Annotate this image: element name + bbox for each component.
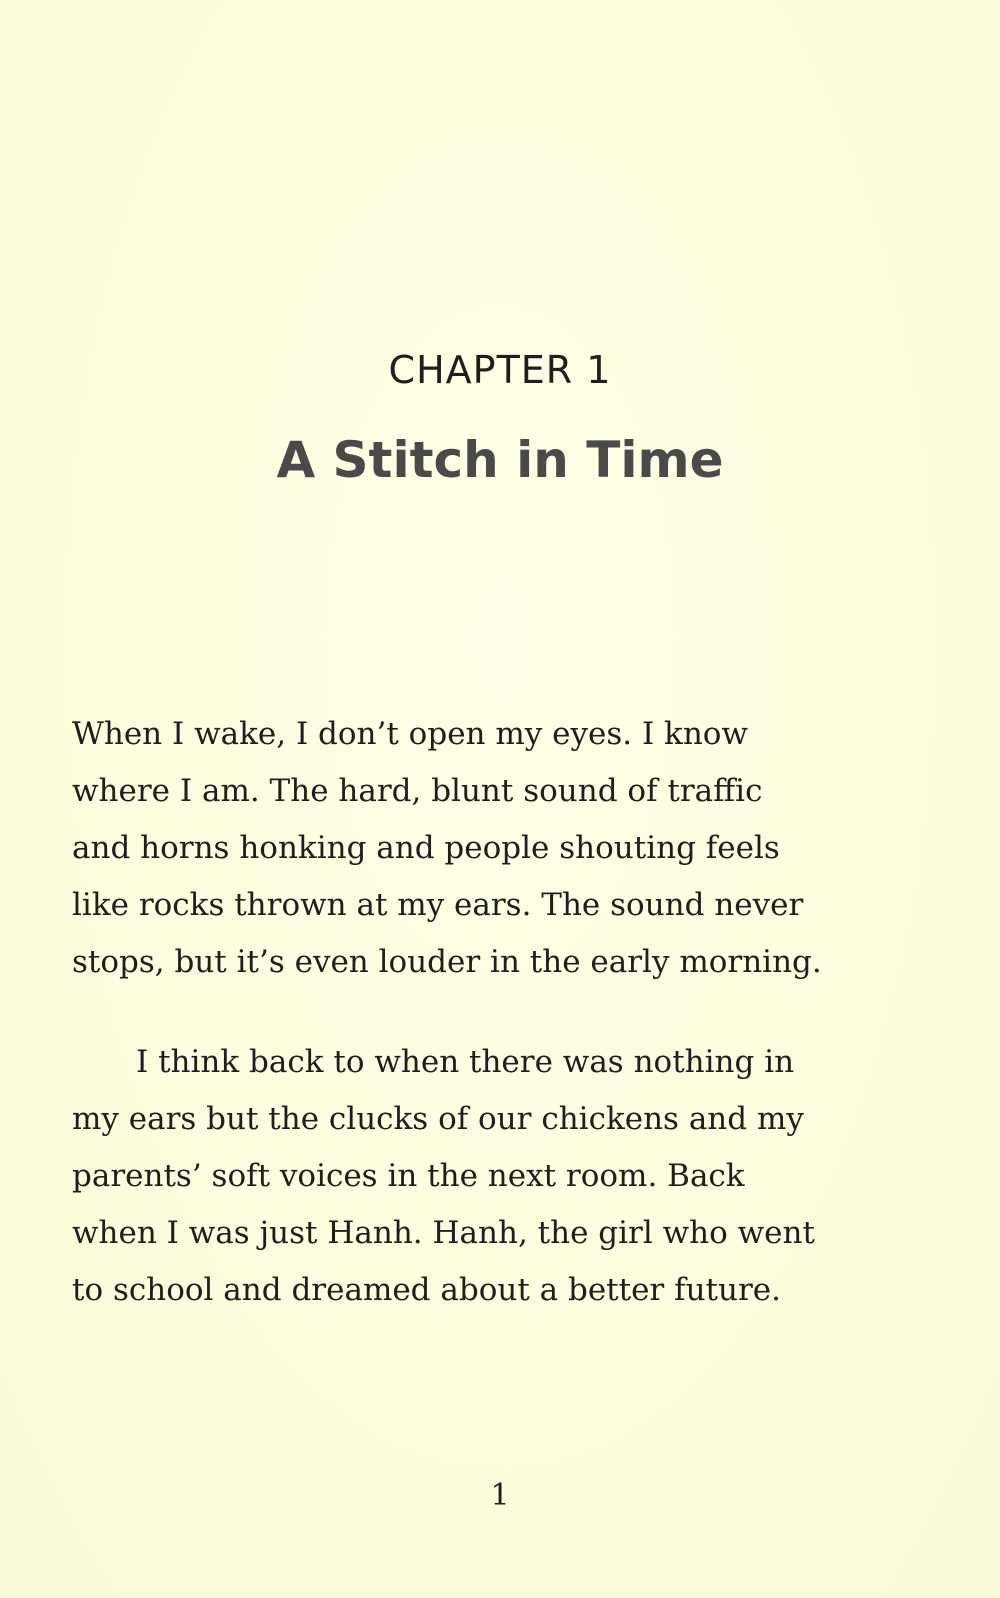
text-line: and horns honking and people shouting feels — [72, 830, 780, 866]
text-line: When I wake, I don’t open my eyes. I know — [72, 716, 748, 752]
text-line: stops, but it’s even louder in the early morning. — [72, 944, 822, 980]
text-line: to school and dreamed about a better future. — [72, 1272, 781, 1308]
text-line: like rocks thrown at my ears. The sound never — [72, 887, 804, 923]
page-number: 1 — [490, 1478, 510, 1513]
text-line: where I am. The hard, blunt sound of traffic — [72, 773, 763, 809]
text-line: parents’ soft voices in the next room. Back — [72, 1158, 745, 1194]
paragraph — [72, 706, 942, 991]
chapter-label: CHAPTER 1 — [388, 348, 612, 392]
paragraph — [72, 1034, 942, 1319]
chapter-title: A Stitch in Time — [276, 431, 724, 489]
text-line: I think back to when there was nothing in — [136, 1044, 795, 1080]
text-line: my ears but the clucks of our chickens and my — [72, 1101, 804, 1137]
text-line: when I was just Hanh. Hanh, the girl who went — [72, 1215, 815, 1251]
